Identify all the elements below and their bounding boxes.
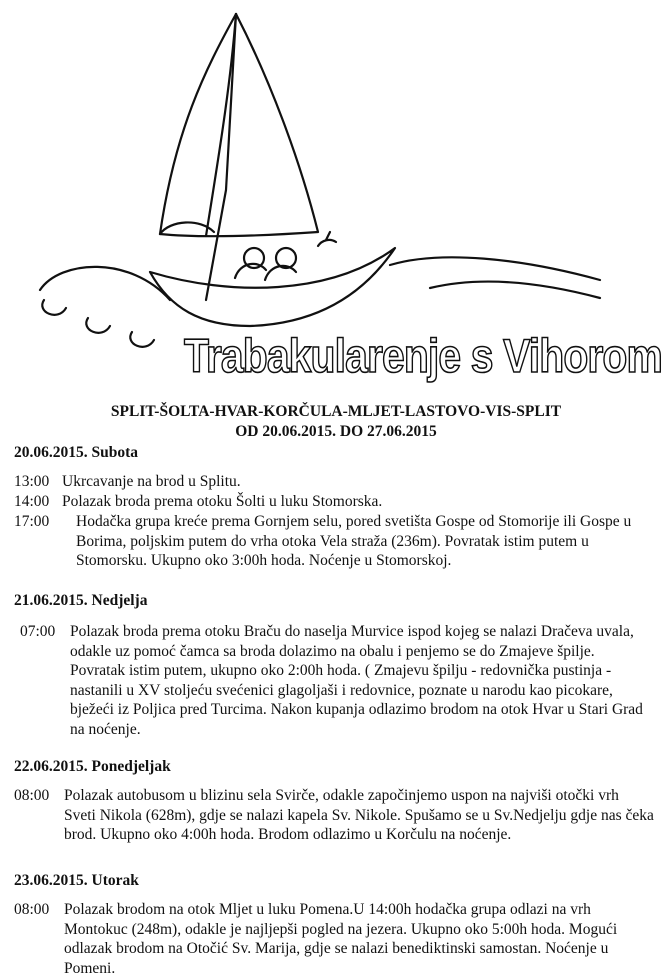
day-heading: 21.06.2015. Nedjelja (14, 592, 148, 609)
logo (0, 0, 672, 400)
list-item (14, 512, 646, 571)
route-title: SPLIT-ŠOLTA-HVAR-KORČULA-MLJET-LASTOVO-VIS-SPLIT (110, 403, 562, 420)
route-dates: OD 20.06.2015. DO 27.06.2015 (235, 423, 437, 440)
list-item (14, 472, 654, 492)
day-heading: 22.06.2015. Ponedjeljak (14, 758, 171, 775)
entry-text: Hodačka grupa kreće prema Gornjem selu, pored svetišta Gospe od Stomorije ili Gospe u Borima, poljskim putem do vrha otoka Vela straža (236m). Povratak istim putem u Stomorsku. Ukupno oko 3:00h hoda. Noćenje u Stomorskoj. (76, 513, 632, 569)
entry-time: 17:00 (14, 513, 50, 530)
entry-time: 13:00 (14, 473, 50, 490)
list-item (14, 492, 654, 512)
entry-time: 14:00 (14, 493, 50, 510)
day-heading: 23.06.2015. Utorak (14, 872, 139, 889)
entry-text: Ukrcavanje na brod u Splitu. (62, 473, 241, 490)
list-item (14, 900, 654, 978)
entry-time: 08:00 (14, 901, 50, 918)
list-item (20, 622, 646, 739)
list-item (14, 786, 654, 845)
entry-text: Polazak brodom na otok Mljet u luku Pomena.U 14:00h hodačka grupa odlazi na vrh Montokuc (248m), odakle je najljepši pogled na jezera. Ukupno oko 5:00h hoda. Mogući odlazak brodom na Otočić Sv. Marija, gdje se nalazi benediktinski samostan. Noćenje u Pomeni. (64, 901, 618, 977)
sailboat-icon (40, 14, 600, 347)
logo-title: Trabakularenje s Vihorom (184, 329, 662, 382)
entry-text: Polazak broda prema otoku Šolti u luku Stomorska. (62, 493, 383, 510)
entry-text: Polazak autobusom u blizinu sela Svirče, odakle započinjemo uspon na najviši otočki vrh Sveti Nikola (628m), gdje se nalazi kapela Sv. Nikole. Spušamo se u Sv.Nedjelju gdje nas čeka brod. Ukupno oko 4:00h hoda. Brodom odlazimo u Korčulu na noćenje. (64, 787, 654, 843)
entry-time: 07:00 (20, 623, 56, 640)
entry-time: 08:00 (14, 787, 50, 804)
entry-text: Polazak broda prema otoku Braču do naselja Murvice ispod kojeg se nalazi Dračeva uvala, odakle uz pomoć čamca sa broda dolazimo na obalu i penjemo se do Zmajeve špilje. Povratak istim putem, ukupno oko 2:00h hoda. ( Zmajevu špilju - redovnička pustinja - nastanili u XV stoljeću svećenici glagoljaši i redovnice, poznate u narodu kao picokare, bježeći iz Poljica pred Turcima. Nakon kupanja odlazimo brodom na otok Hvar u Stari Grad na noćenje. (70, 623, 643, 738)
day-heading: 20.06.2015. Subota (14, 444, 139, 461)
